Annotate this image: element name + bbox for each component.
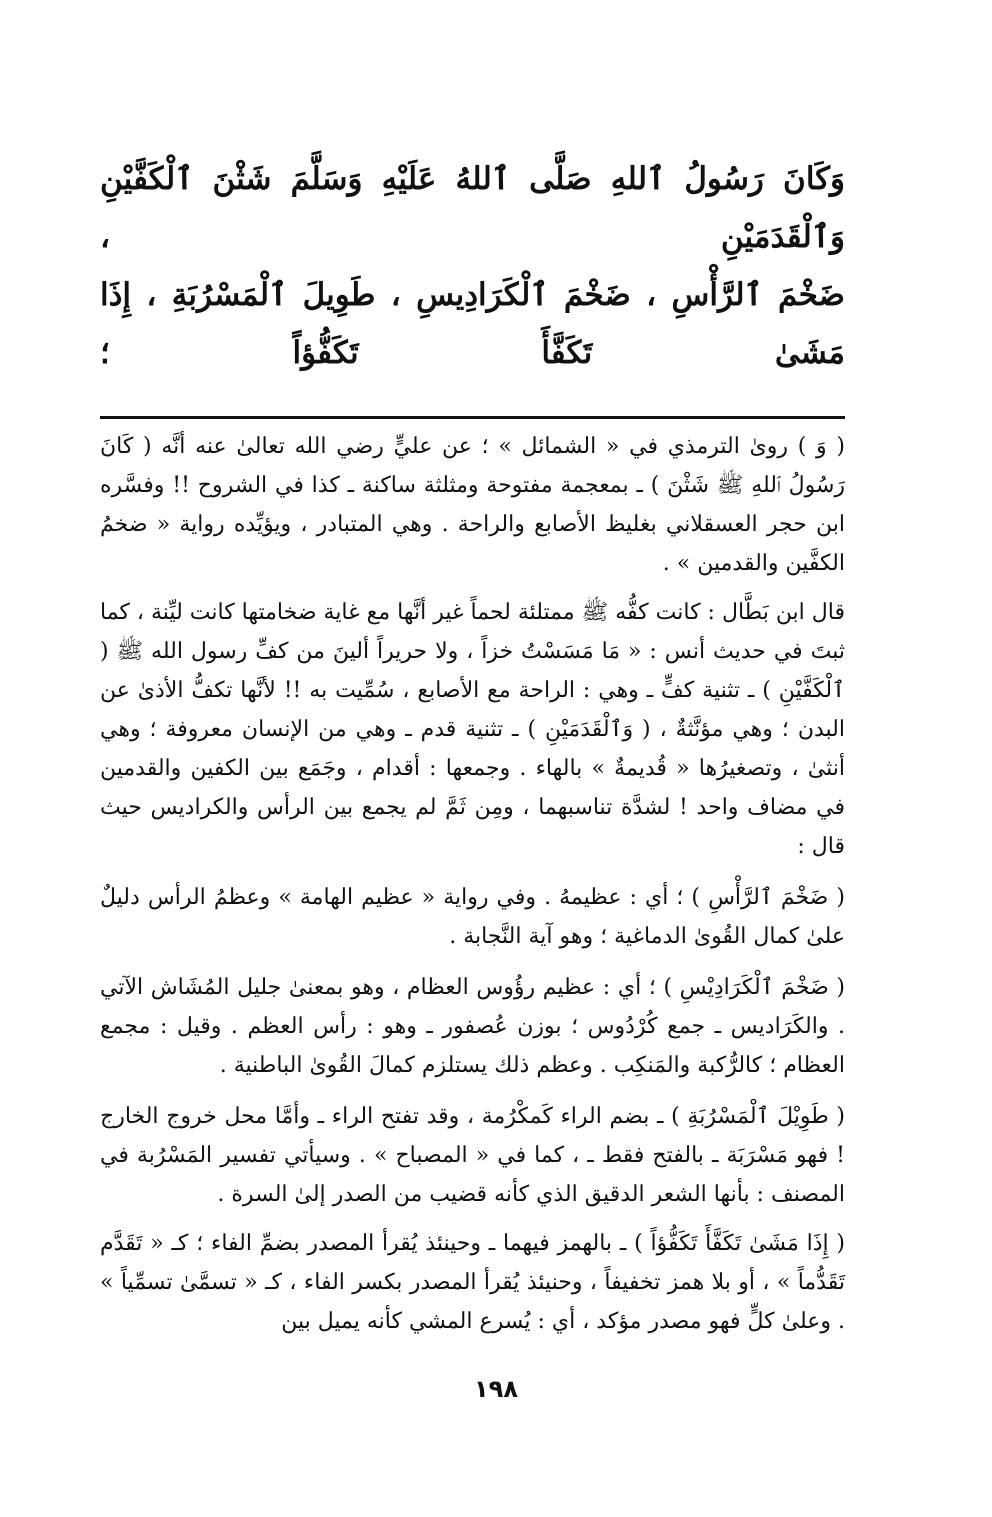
- page-body: [100, 150, 845, 1351]
- page-number: ١٩٨: [474, 1375, 518, 1403]
- commentary-paragraph: ( ضَخْمَ ٱلْكَرَادِيْسِ ) ؛ أي : عظيم رؤُوس العظام ، وهو بمعنىٰ جليل المُشَاش الآتي . والكَرَاديس ـ جمع كُرْدُوس ؛ بوزن عُصفور ـ وهو : رأس العظم . وقيل : مجمع العظام ؛ كالرُّكبة والمَنكِب . وعظم ذلك يستلزم كمالَ القُوىٰ الباطنية .: [100, 975, 845, 1078]
- commentary-paragraph: ( ضَخْمَ ٱلرَّأْسِ ) ؛ أي : عظيمهُ . وفي رواية « عظيم الهامة » وعظمُ الرأس دليلٌ علىٰ كمال القُوىٰ الدماغية ؛ وهو آية النَّجابة .: [100, 885, 845, 949]
- main-text-block: [100, 150, 845, 382]
- commentary-paragraph: قال ابن بَطَّال : كانت كفُّه ﷺ ممتلئة لحماً غير أنَّها مع غاية ضخامتها كانت ليِّنة ، كما ثبتَ في حديث أنس : « مَا مَسَسْتُ خزاً ، ولا حريراً ألينَ من كفِّ رسول الله ﷺ ( ٱلْكَفَّيْنِ ) ـ تثنية كفٍّ ـ وهي : الراحة مع الأصابع ، سُمِّيت به !! لأنَّها تكفُّ الأذىٰ عن البدن ؛ وهي مؤنَّثةٌ ، ( وَٱلْقَدَمَيْنِ ) ـ تثنية قدم ـ وهي من الإنسان معروفة ؛ وهي أنثىٰ ، وتصغيرُها « قُديمةٌ » بالهاء . وجمعها : أقدام ، وجَمَع بين الكفين والقدمين في مضاف واحد ! لشدَّة تناسبهما ، ومِن ثَمَّ لم يجمع بين الرأس والكراديس حيث قال :: [100, 600, 845, 859]
- commentary-paragraph: ( إِذَا مَشَىٰ تَكَفَّأَ تَكَفُّؤاً ) ـ بالهمز فيهما ـ وحينئذ يُقرأ المصدر بضمِّ الفاء ؛ كـ « تَقَدَّم تَقَدُّماً » ، أو بلا همز تخفيفاً ، وحنيئذ يُقرأ المصدر بكسر الفاء ، كـ « تسمَّىٰ تسمِّياً » . وعلىٰ كلٍّ فهو مصدر مؤكد ، أي : يُسرع المشي كأنه يميل بين: [100, 1231, 845, 1334]
- commentary-paragraph: ( وَ ) روىٰ الترمذي في « الشمائل » ؛ عن عليٍّ رضي الله تعالىٰ عنه أنَّه ( كَانَ رَسُولُ ٱللهِ ﷺ شَثْنَ ) ـ بمعجمة مفتوحة ومثلثة ساكنة ـ كذا في الشروح !! وفسَّره ابن حجر العسقلاني بغليظ الأصابع والراحة . وهي المتبادر ، ويؤيِّده رواية « ضخمُ الكفَّين والقدمين » .: [100, 434, 845, 576]
- commentary-block: [100, 427, 845, 1341]
- separator-rule: [100, 416, 845, 419]
- commentary-paragraph: ( طَوِيْلَ ٱلْمَسْرُبَةِ ) ـ بضم الراء كَمكْرُمة ، وقد تفتح الراء ـ وأمَّا محل خروج الخارج ! فهو مَسْرَبَة ـ بالفتح فقط ـ ، كما في « المصباح » . وسيأتي تفسير المَسْرُبة في المصنف : بأنها الشعر الدقيق الذي كأنه قضيب من الصدر إلىٰ السرة .: [100, 1104, 845, 1207]
- main-text-line: ضَخْمَ ٱلرَّأْسِ ، ضَخْمَ ٱلْكَرَادِيسِ ، طَوِيلَ ٱلْمَسْرُبَةِ ، إِذَا مَشَىٰ تَكَفَّأَ تَكَفُّؤاً ؛: [100, 277, 845, 371]
- main-text-line: وَكَانَ رَسُولُ ٱللهِ صَلَّى ٱللهُ عَلَيْهِ وَسَلَّمَ شَثْنَ ٱلْكَفَّيْنِ وَٱلْقَدَمَيْنِ ،: [100, 161, 845, 255]
